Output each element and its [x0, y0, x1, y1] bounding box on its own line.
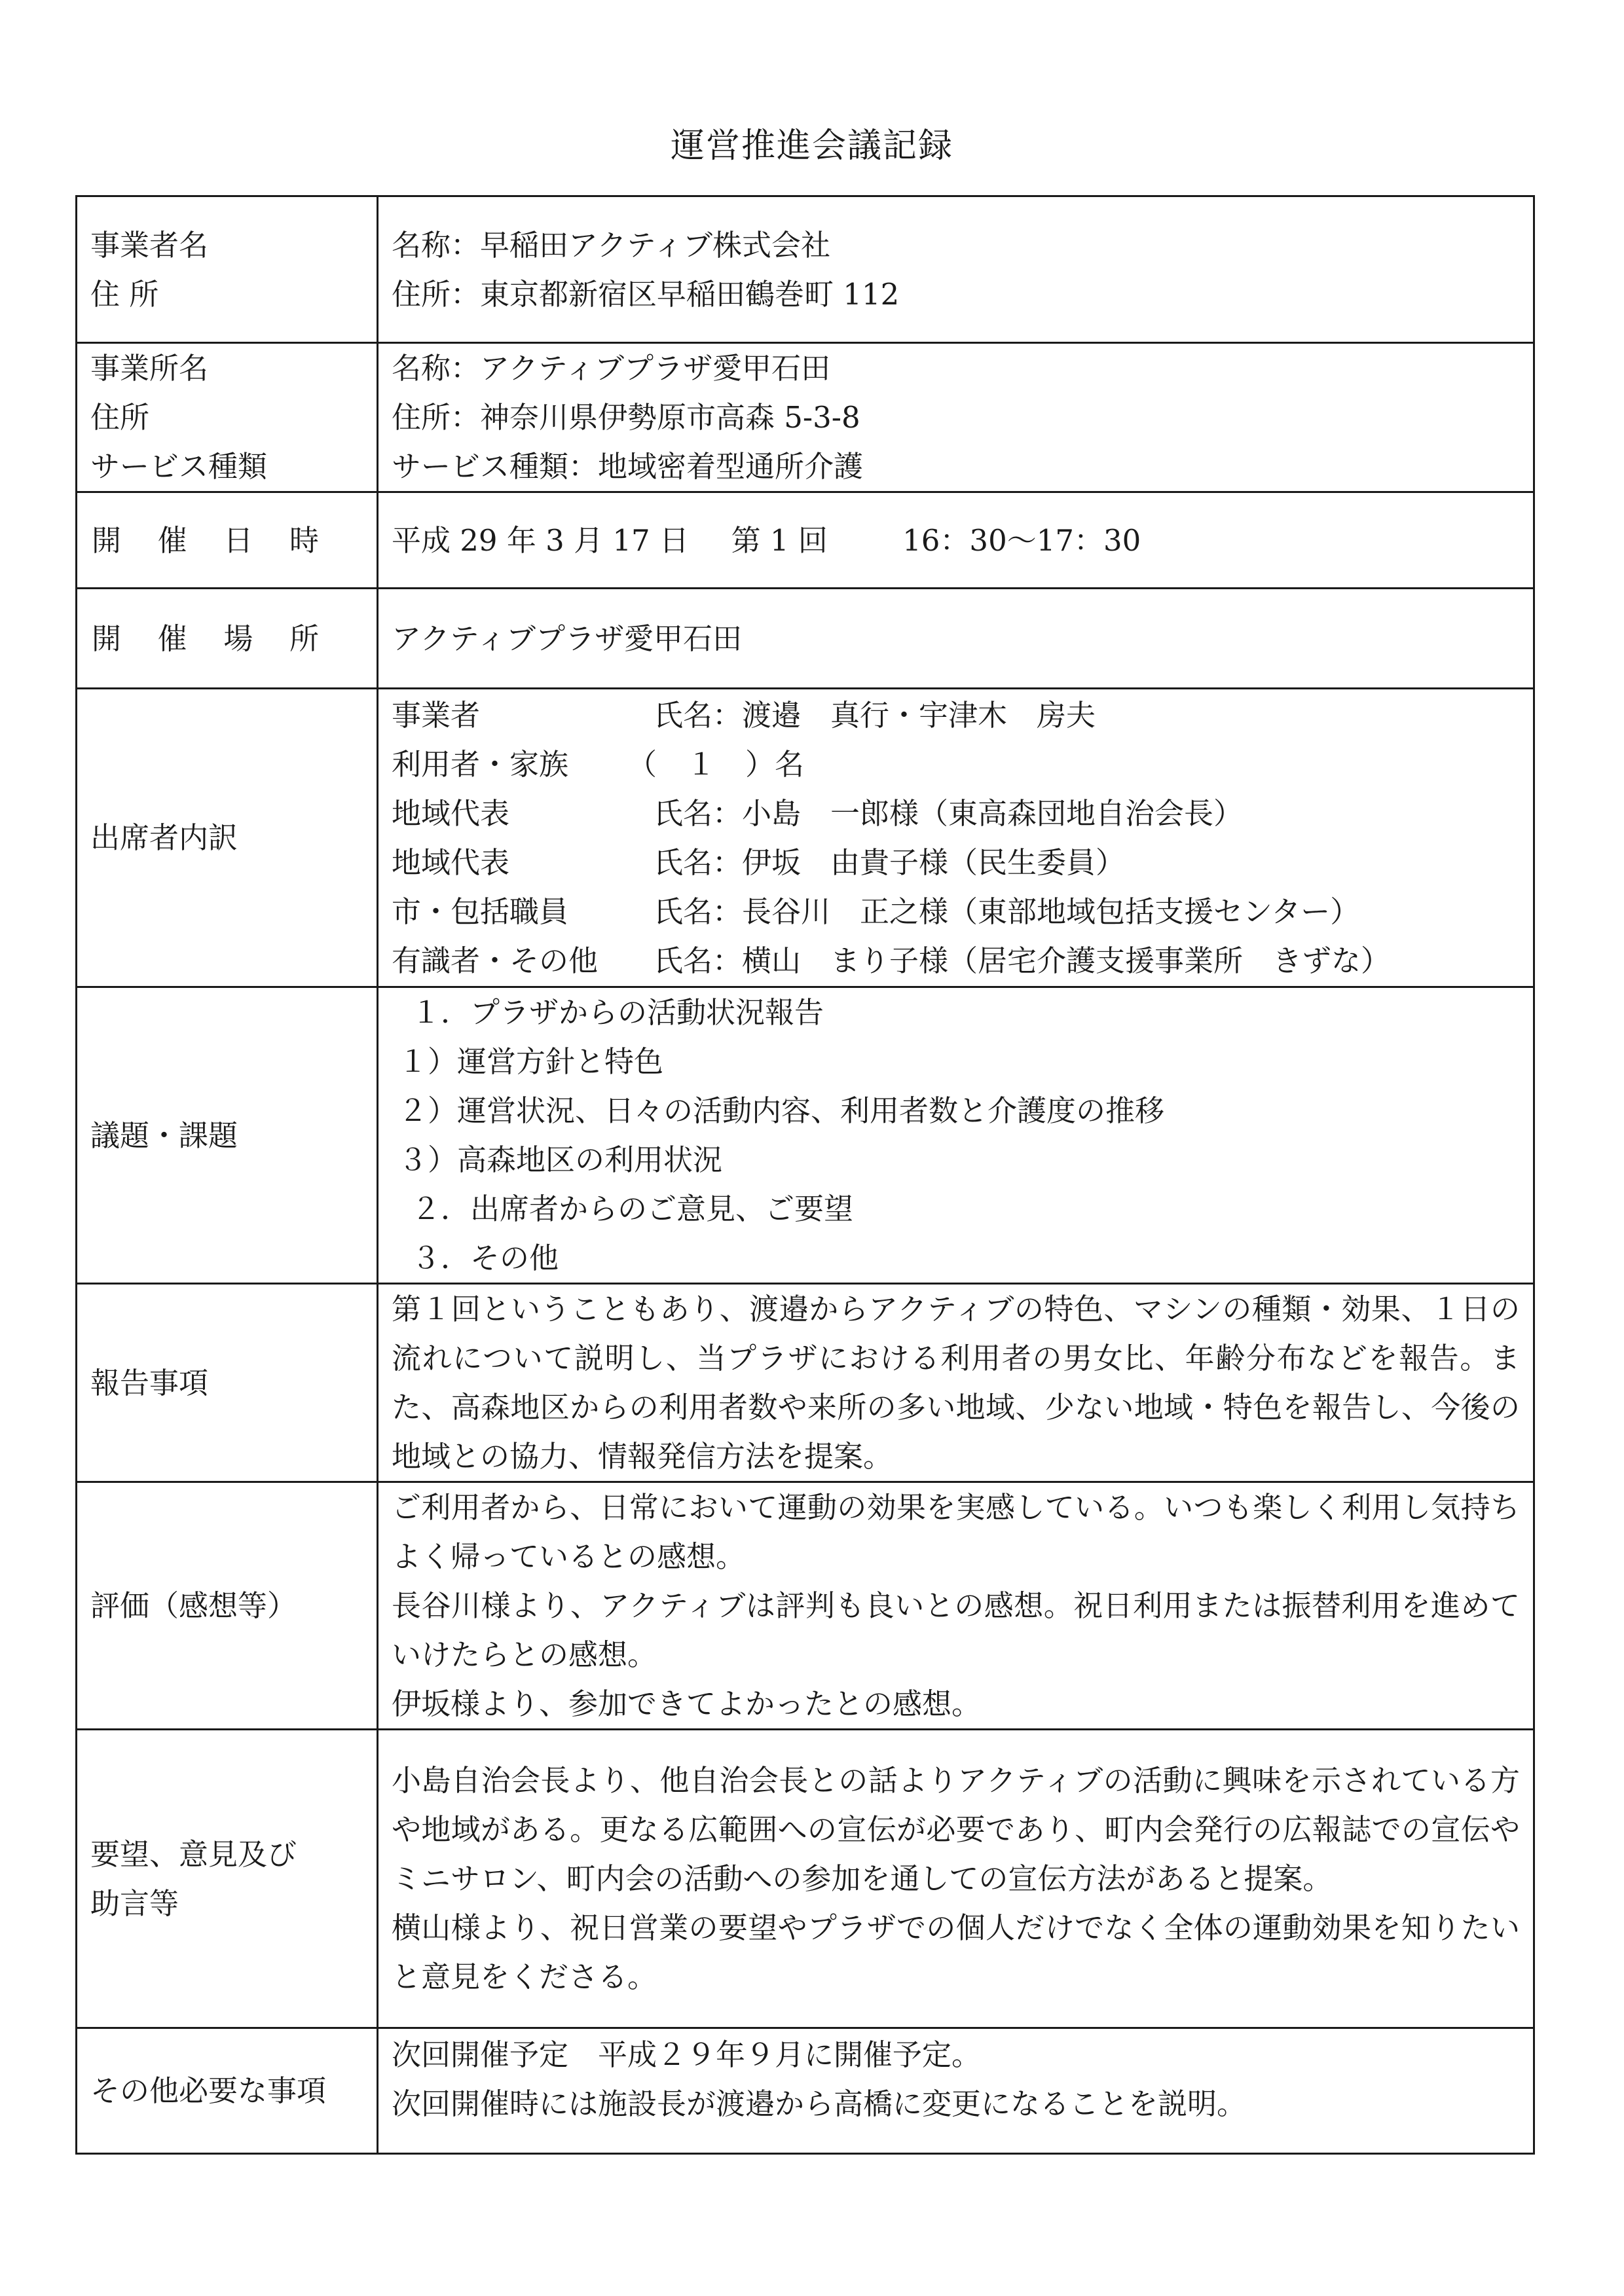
attendee-row [392, 789, 1520, 838]
report-text: 第１回ということもあり、渡邉からアクティブの特色、マシンの種類・効果、１日の流れについて説明し、当プラザにおける利用者の男女比、年齢分布などを報告。また、高森地区からの利用者数や来所の多い地域、少ない地域・特色を報告し、今後の地域との協力、情報発信方法を提案。 [392, 1292, 1520, 1474]
row-venue [77, 589, 1534, 689]
content-agenda [378, 987, 1534, 1284]
content-requests [378, 1730, 1534, 2028]
content-evaluation [378, 1482, 1534, 1730]
label-report [77, 1284, 378, 1482]
attendee-role: 利用者・家族 [392, 746, 569, 782]
label-line: 事業者名 [90, 227, 209, 263]
label-line: 助言等 [90, 1886, 179, 1921]
attendee-names: 氏名：横山 まり子様（居宅介護支援事業所 きずな） [654, 943, 1391, 978]
attendee-names: （ １ ）名 [627, 746, 805, 782]
attendee-role: 事業者 [392, 697, 481, 733]
row-office [77, 343, 1534, 492]
other-line: 次回開催時には施設長が渡邉から高橋に変更になることを説明。 [392, 2086, 1247, 2121]
label-char: 開 [92, 621, 122, 656]
label-line: 要望、意見及び [90, 1836, 297, 1872]
attendee-role: 有識者・その他 [392, 943, 599, 978]
row-evaluation [77, 1482, 1534, 1730]
meeting-session: 第 1 回 [731, 522, 828, 558]
content-datetime [378, 492, 1534, 589]
evaluation-paragraph: 長谷川様より、アクティブは評判も良いとの感想。祝日利用または振替利用を進めていけたらとの感想。 [392, 1588, 1520, 1672]
meeting-date: 平成 29 年 3 月 17 日 [392, 522, 689, 558]
label-line: サービス種類 [90, 449, 268, 484]
evaluation-paragraph: ご利用者から、日常において運動の効果を実感している。いつも楽しく利用し気持ちよく帰っているとの感想。 [392, 1490, 1520, 1574]
row-operator [77, 196, 1534, 343]
venue-name: アクティブプラザ愛甲石田 [392, 621, 743, 656]
row-report [77, 1284, 1534, 1482]
row-requests [77, 1730, 1534, 2028]
other-line: 次回開催予定 平成２９年９月に開催予定。 [392, 2037, 982, 2072]
label-line: 事業所名 [90, 351, 209, 386]
attendee-names: 氏名：長谷川 正之様（東部地域包括支援センター） [654, 894, 1360, 929]
agenda-item: ２）運営状況、日々の活動内容、利用者数と介護度の推移 [398, 1093, 1165, 1128]
content-venue [378, 589, 1534, 689]
label-office [77, 343, 378, 492]
attendee-row [392, 740, 1520, 789]
operator-address: 住所：東京都新宿区早稲田鶴巻町 112 [392, 276, 900, 312]
label-char: 開 [92, 522, 122, 558]
label-char: 催 [157, 621, 187, 656]
agenda-item: ３．その他 [411, 1241, 559, 1275]
label-line: 報告事項 [90, 1365, 209, 1400]
row-datetime [77, 492, 1534, 589]
attendee-role: 地域代表 [392, 795, 510, 831]
content-attendees [378, 689, 1534, 987]
label-line: 評価（感想等） [90, 1588, 297, 1623]
agenda-item: ３）高森地区の利用状況 [398, 1142, 723, 1177]
attendee-role: 地域代表 [392, 845, 510, 880]
agenda-item: １）運営方針と特色 [398, 1044, 664, 1079]
label-line: 出席者内訳 [90, 820, 238, 855]
attendee-names: 氏名：伊坂 由貴子様（民生委員） [654, 845, 1126, 880]
attendee-row [392, 936, 1520, 985]
row-attendees [77, 689, 1534, 987]
operator-name: 名称：早稲田アクティブ株式会社 [392, 227, 831, 263]
label-char: 所 [289, 621, 319, 656]
meeting-time: 16：30〜17：30 [902, 522, 1141, 558]
request-paragraph: 小島自治会長より、他自治会長との話よりアクティブの活動に興味を示されている方や地域がある。更なる広範囲への宣伝が必要であり、町内会発行の広報誌での宣伝やミニサロン、町内会の活動への参加を通しての宣伝方法があると提案。 [392, 1763, 1520, 1896]
attendee-names: 氏名：小島 一郎様（東高森団地自治会長） [654, 795, 1244, 831]
label-line: その他必要な事項 [90, 2073, 327, 2108]
label-attendees [77, 689, 378, 987]
attendee-row [392, 887, 1520, 936]
office-name: 名称：アクティブプラザ愛甲石田 [392, 351, 831, 386]
agenda-item: １．プラザからの活動状況報告 [411, 995, 824, 1030]
label-other [77, 2028, 378, 2154]
label-line [92, 516, 319, 565]
meeting-record-table [75, 195, 1535, 2155]
label-char: 場 [223, 621, 253, 656]
label-agenda [77, 987, 378, 1284]
content-other [378, 2028, 1534, 2154]
page-title: 運営推進会議記録 [670, 126, 953, 166]
label-line: 住 所 [90, 276, 159, 312]
content-report [378, 1284, 1534, 1482]
label-char: 日 [223, 522, 253, 558]
label-line: 住所 [90, 400, 150, 435]
label-requests [77, 1730, 378, 2028]
row-agenda [77, 987, 1534, 1284]
content-operator [378, 196, 1534, 343]
evaluation-paragraph: 伊坂様より、参加できてよかったとの感想。 [392, 1686, 982, 1721]
label-venue [77, 589, 378, 689]
agenda-item: ２．出席者からのご意見、ご要望 [411, 1192, 854, 1226]
label-evaluation [77, 1482, 378, 1730]
row-other [77, 2028, 1534, 2154]
attendee-row [392, 691, 1520, 740]
office-address: 住所：神奈川県伊勢原市高森 5-3-8 [392, 400, 860, 435]
attendee-row [392, 838, 1520, 887]
request-paragraph: 横山様より、祝日営業の要望やプラザでの個人だけでなく全体の運動効果を知りたいと意見をくださる。 [392, 1910, 1520, 1994]
label-char: 時 [289, 522, 319, 558]
office-service-type: サービス種類：地域密着型通所介護 [392, 449, 864, 484]
label-operator [77, 196, 378, 343]
content-office [378, 343, 1534, 492]
attendee-role: 市・包括職員 [392, 894, 569, 929]
label-line [92, 614, 319, 663]
datetime-line [392, 516, 1520, 565]
label-datetime [77, 492, 378, 589]
label-char: 催 [157, 522, 187, 558]
attendee-names: 氏名：渡邉 真行・宇津木 房夫 [654, 697, 1096, 733]
label-line: 議題・課題 [90, 1118, 238, 1153]
